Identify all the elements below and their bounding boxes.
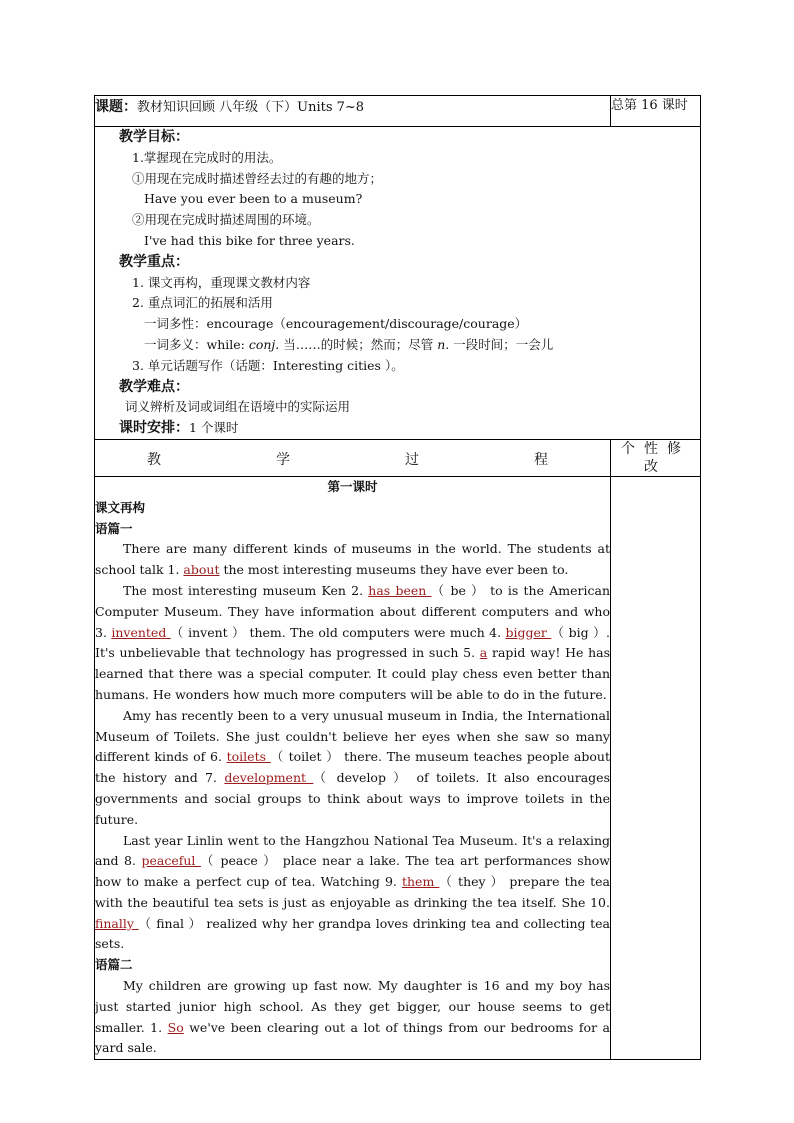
passage-2-paragraph-1 — [95, 976, 610, 1059]
answer-8: peaceful — [141, 853, 201, 869]
lesson-content-cell — [95, 476, 611, 1059]
topic-cell — [95, 96, 611, 127]
text: （ big ）. It's unbelievable that technology has progressed in such 5. — [95, 624, 610, 661]
passage-1-heading: 语篇一 — [95, 520, 133, 536]
text: we've been clearing out a lot of things from our bedrooms for a yard sale. — [95, 1019, 611, 1056]
passage-1-paragraph-4 — [95, 831, 610, 956]
goals-heading: 教学目标： — [119, 129, 189, 145]
passage-2-heading: 语篇二 — [95, 957, 133, 973]
objectives-row — [95, 127, 701, 440]
lesson-plan-document — [94, 95, 700, 1060]
pos-n: n. — [437, 336, 450, 352]
personal-edit-header: 个性修改 — [611, 439, 701, 476]
key-points-heading: 教学重点： — [119, 253, 189, 270]
text: （ toilet ） there. The museum teaches people about the history and 7. — [95, 749, 610, 786]
schedule-value: 1 个课时 — [189, 420, 239, 436]
passage-1-paragraph-1 — [95, 539, 610, 581]
text: Amy has recently been to a very unusual museum in India, the International Museum of Toilets. She just couldn't believe her eyes when she saw so many different kinds of 6. — [95, 707, 610, 765]
goal-1: 1.掌握现在完成时的用法。 — [132, 149, 282, 165]
period-cell: 总第 16 课时 — [611, 96, 701, 127]
answer-7: development — [224, 770, 314, 786]
process-header-row — [95, 439, 701, 476]
goal-1a: ①用现在完成时描述曾经去过的有趣的地方； — [132, 170, 383, 186]
key-point-3: 3. 单元话题写作（话题：Interesting cities ）。 — [132, 357, 404, 373]
objectives-cell — [95, 127, 701, 440]
text: The most interesting museum Ken 2. — [123, 582, 369, 598]
goal-1b-example: I've had this bike for three years. — [144, 232, 355, 248]
text: （ be ） to is the American Computer Museum. They have information about different computers and who 3. — [95, 582, 610, 640]
schedule-label: 课时安排： — [119, 420, 189, 437]
topic-label: 课题： — [95, 99, 137, 115]
text: （ develop ） of toilets. It also encourages governments and social groups to think about ways to improve toilets in the future. — [95, 770, 610, 827]
key-point-2b-mid: 当……的时候；然而；尽管 — [279, 336, 438, 352]
key-point-2a: 一词多性：encourage（encouragement/discourage/courage） — [144, 316, 528, 332]
content-row — [95, 476, 701, 1059]
difficulty-text: 词义辨析及词或词组在语境中的实际运用 — [125, 399, 351, 415]
key-point-2b-pre: 一词多义：while: — [144, 336, 249, 352]
answer-10: finally — [95, 915, 139, 931]
answer-6: toilets — [226, 749, 271, 765]
passage-1-paragraph-3 — [95, 706, 610, 831]
schedule-line — [95, 418, 700, 439]
answer-p2-1: So — [167, 1019, 184, 1035]
text: rapid way! He has learned that there was a special computer. It could play chess even better than humans. He wonders how much more computers will be able to do in the future. — [95, 645, 611, 702]
difficulty-heading: 教学难点： — [119, 378, 189, 395]
text: （ peace ） place near a lake. The tea art performances show how to make a perfect cup of tea. Watching 9. — [95, 853, 610, 890]
answer-1: about — [183, 562, 220, 578]
text: （ final ） realized why her grandpa loves drinking tea and collecting tea sets. — [95, 915, 610, 952]
lesson-title: 第一课时 — [327, 478, 378, 494]
answer-4: bigger — [505, 624, 552, 640]
passage-1-paragraph-2 — [95, 581, 610, 706]
section-heading: 课文再构 — [95, 499, 146, 515]
process-word-1: 教 — [147, 451, 161, 468]
lesson-plan-table — [94, 95, 701, 1060]
text: There are many different kinds of museums in the world. The students at school talk 1. — [95, 541, 610, 578]
text: the most interesting museums they have ever been to. — [219, 562, 569, 578]
key-point-2: 2. 重点词汇的拓展和活用 — [132, 295, 273, 311]
process-word-4: 程 — [534, 451, 548, 468]
answer-3: invented — [111, 624, 171, 640]
pos-conj: conj. — [248, 336, 280, 352]
key-point-1: 1. 课文再构，重现课文教材内容 — [132, 274, 311, 290]
personal-edit-cell[interactable] — [611, 476, 701, 1059]
answer-9: them — [401, 874, 440, 890]
key-point-2b-post: 一段时间；一会儿 — [449, 336, 554, 352]
text: Last year Linlin went to the Hangzhou National Tea Museum. It's a relaxing and 8. — [95, 832, 610, 869]
goal-1a-example: Have you ever been to a museum? — [144, 191, 363, 207]
text: （ they ） prepare the tea with the beautiful tea sets is just as enjoyable as drinking the tea itself. She 10. — [95, 874, 610, 910]
answer-5: a — [479, 645, 488, 661]
process-header-cell — [95, 439, 611, 476]
text: My children are growing up fast now. My daughter is 16 and my boy has just started junior high school. As they get bigger, our house seems to get smaller. 1. — [95, 978, 610, 1035]
key-point-2b — [95, 335, 700, 356]
topic-text: 教材知识回顾 八年级（下）Units 7~8 — [137, 100, 365, 115]
process-word-2: 学 — [276, 451, 290, 468]
text: （ invent ） them. The old computers were much 4. — [170, 624, 506, 640]
answer-2: has been — [368, 582, 432, 598]
process-word-3: 过 — [405, 451, 419, 468]
goal-1b: ②用现在完成时描述周围的环境。 — [132, 212, 320, 228]
header-row — [95, 96, 701, 127]
